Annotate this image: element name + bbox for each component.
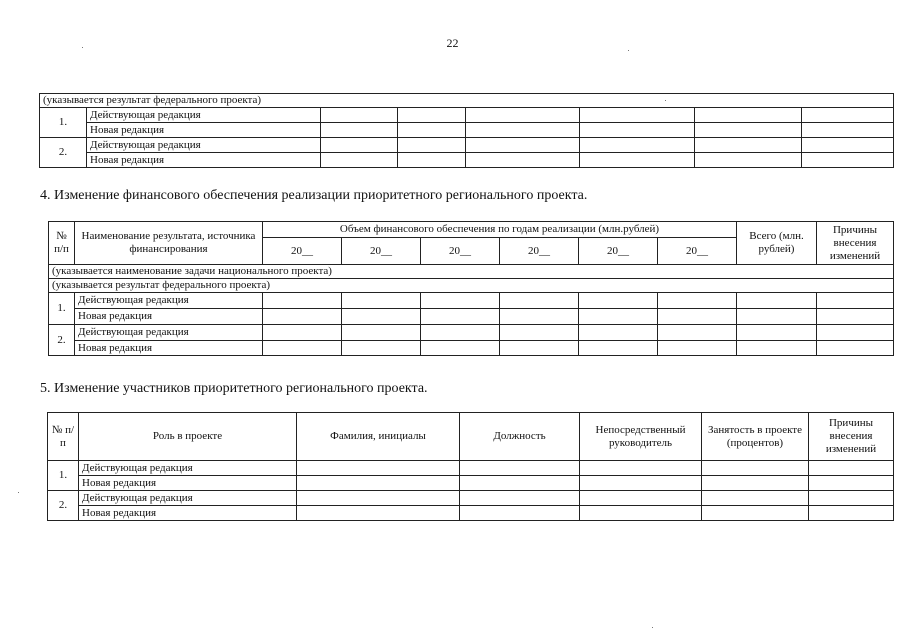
federal-result-row: (указывается результат федерального проекта) xyxy=(40,94,894,108)
scan-speck xyxy=(18,492,19,493)
scan-speck xyxy=(82,47,83,48)
row-current-label: Действующая редакция xyxy=(75,293,263,309)
header-year: 20__ xyxy=(658,238,737,265)
table-financing xyxy=(48,221,894,356)
header-num: № п/п xyxy=(48,413,79,461)
table-participants xyxy=(47,412,894,521)
row-new-label: Новая редакция xyxy=(87,123,321,138)
row-current-label: Действующая редакция xyxy=(79,461,297,476)
row-new-label: Новая редакция xyxy=(79,476,297,491)
row-number: 2. xyxy=(48,491,79,521)
scan-speck xyxy=(665,100,666,101)
row-current-label: Действующая редакция xyxy=(79,491,297,506)
header-employment: Занятость в проекте (процентов) xyxy=(702,413,809,461)
row-number: 1. xyxy=(49,293,75,325)
header-year: 20__ xyxy=(500,238,579,265)
row-number: 1. xyxy=(40,108,87,138)
row-number: 2. xyxy=(49,325,75,356)
federal-result-row: (указывается результат федерального проекта) xyxy=(49,279,894,293)
row-new-label: Новая редакция xyxy=(75,341,263,356)
header-year: 20__ xyxy=(421,238,500,265)
section5-title: 5. Изменение участников приоритетного регионального проекта. xyxy=(40,381,428,396)
header-reasons: Причины внесения изменений xyxy=(817,222,894,265)
page-number: 22 xyxy=(446,36,459,50)
header-total: Всего (млн. рублей) xyxy=(737,222,817,265)
header-reasons: Причины внесения изменений xyxy=(809,413,894,461)
header-year: 20__ xyxy=(263,238,342,265)
header-year: 20__ xyxy=(579,238,658,265)
table-federal-results xyxy=(39,93,894,168)
task-row: (указывается наименование задачи национального проекта) xyxy=(49,265,894,279)
row-number: 1. xyxy=(48,461,79,491)
row-current-label: Действующая редакция xyxy=(75,325,263,341)
header-financing-volume: Объем финансового обеспечения по годам реализации (млн.рублей) xyxy=(263,222,737,238)
header-position: Должность xyxy=(460,413,580,461)
header-manager: Непосредственный руководитель xyxy=(580,413,702,461)
row-new-label: Новая редакция xyxy=(79,506,297,521)
row-new-label: Новая редакция xyxy=(75,309,263,325)
row-current-label: Действующая редакция xyxy=(87,108,321,123)
header-year: 20__ xyxy=(342,238,421,265)
header-full-name: Фамилия, инициалы xyxy=(297,413,460,461)
scan-speck xyxy=(652,627,653,628)
row-new-label: Новая редакция xyxy=(87,153,321,168)
scan-speck xyxy=(628,50,629,51)
header-result-name: Наименование результата, источника финансирования xyxy=(75,222,263,265)
header-num: № п/п xyxy=(49,222,75,265)
header-role: Роль в проекте xyxy=(79,413,297,461)
row-current-label: Действующая редакция xyxy=(87,138,321,153)
row-number: 2. xyxy=(40,138,87,168)
section4-title: 4. Изменение финансового обеспечения реализации приоритетного регионального проекта. xyxy=(40,188,588,203)
